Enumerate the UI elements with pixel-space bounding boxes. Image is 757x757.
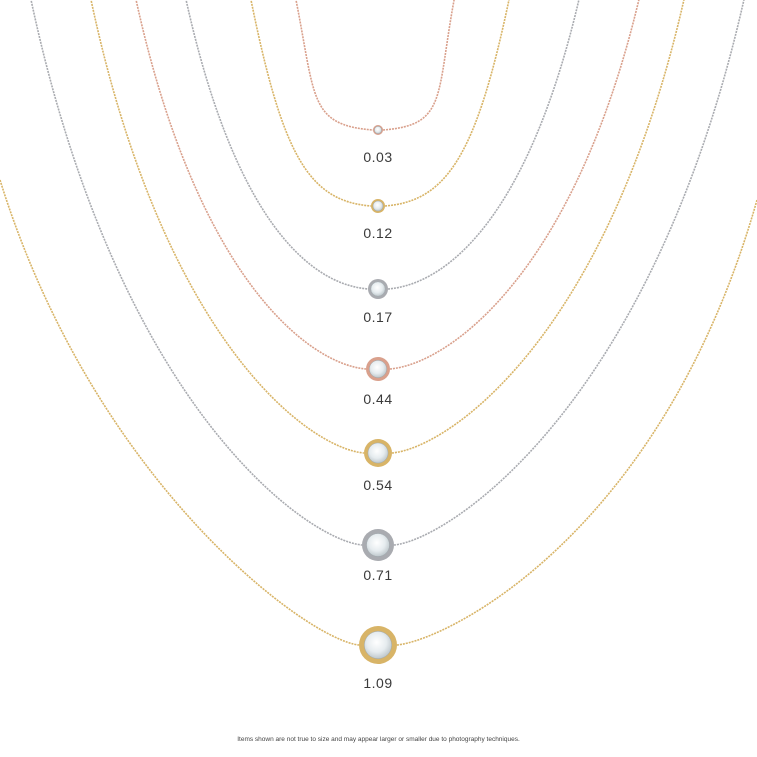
disclaimer-text: Items shown are not true to size and may appear larger or smaller due to photography techniques.	[237, 736, 520, 743]
chain-white	[185, 0, 580, 289]
diamond	[371, 282, 385, 296]
carat-label: 0.12	[363, 225, 393, 241]
diamond	[368, 443, 388, 463]
carat-label: 0.17	[363, 309, 393, 325]
diamond	[366, 533, 389, 556]
diamond	[373, 201, 383, 211]
carat-label: 0.03	[363, 149, 393, 165]
diamond	[369, 360, 386, 377]
chain-rose	[295, 0, 455, 130]
carat-label: 0.54	[363, 477, 393, 493]
carat-label: 0.71	[363, 567, 393, 583]
diamond	[374, 126, 381, 133]
chain-yellow	[250, 0, 510, 206]
carat-label: 0.44	[363, 391, 393, 407]
diamond	[364, 631, 391, 658]
carat-label: 1.09	[363, 675, 393, 691]
